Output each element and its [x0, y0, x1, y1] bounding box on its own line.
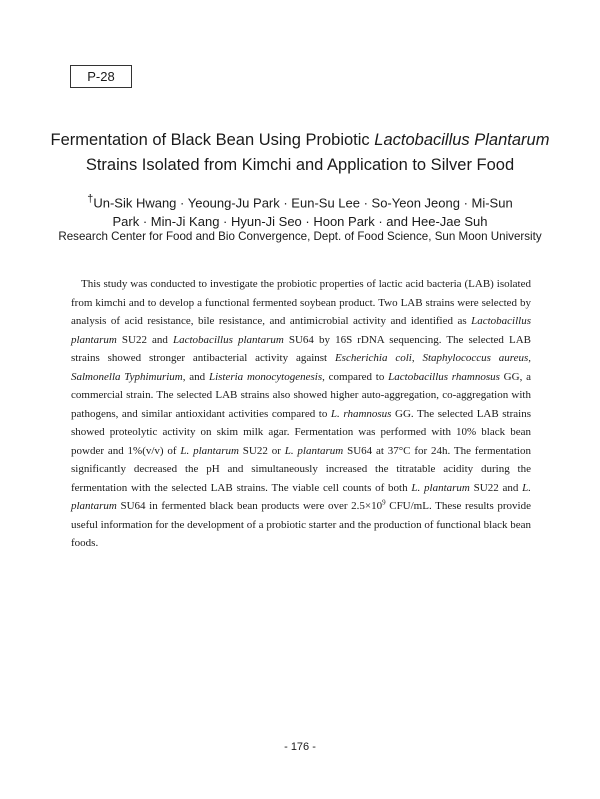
authors-line-1 [80, 190, 520, 212]
title-line-2: Strains Isolated from Kimchi and Application to Silver Food [85, 156, 515, 174]
abstract-body: This study was conducted to investigate the probiotic properties of lactic acid bacteria (LAB) isolated from kimchi and to develop a functional fermented soybean product. Two LAB strains were selected by analysis of acid resistance, bile resistance, and antimicrobial activity and identified as Lactobacillus plantarum SU22 and Lactobacillus plantarum SU64 by 16S rDNA sequencing. The selected LAB strains showed stronger antibacterial activity against Escherichia coli, Staphylococcus aureus, Salmonella Typhimurium, and Listeria monocytogenesis, compared to Lactobacillus rhamnosus GG, a commercial strain. The selected LAB strains also showed higher auto-aggregation, co-aggregation with pathogens, and similar antioxidant activities compared to L. rhamnosus GG. The selected LAB strains showed proteolytic activity on skim milk agar. Fermentation was performed with 10% black bean powder and 1%(v/v) of L. plantarum SU22 or L. plantarum SU64 at 37°C for 24h. The fermentation significantly decreased the pH and simultaneously increased the titratable acidity during the fermentation with the selected LAB strains. The viable cell counts of both L. plantarum SU22 and L. plantarum SU64 in fermented black bean products were over $2.5\times 10^9$ CFU/mL. These results provide useful information for the development of a probiotic starter and the production of functional black bean foods. [71, 278, 532, 549]
paper-title [40, 128, 560, 178]
author-list [80, 190, 520, 231]
authors-line-2: Park · Min-Ji Kang · Hyun-Ji Seo · Hoon Park · and Hee-Jae Suh [112, 214, 488, 230]
title-text: Fermentation of Black Bean Using Probiotic [50, 131, 375, 149]
corresponding-mark: † [87, 193, 94, 205]
poster-number-badge: P-28 [70, 65, 132, 88]
title-line-1 [40, 128, 560, 153]
authors-text-1: Un-Sik Hwang · Yeoung-Ju Park · Eun-Su Lee · So-Yeon Jeong · Mi-Sun [93, 195, 513, 211]
page-number: - 176 - [284, 741, 316, 753]
affiliation: Research Center for Food and Bio Convergence, Dept. of Food Science, Sun Moon University [58, 230, 542, 243]
title-species: Lactobacillus Plantarum [374, 131, 550, 149]
